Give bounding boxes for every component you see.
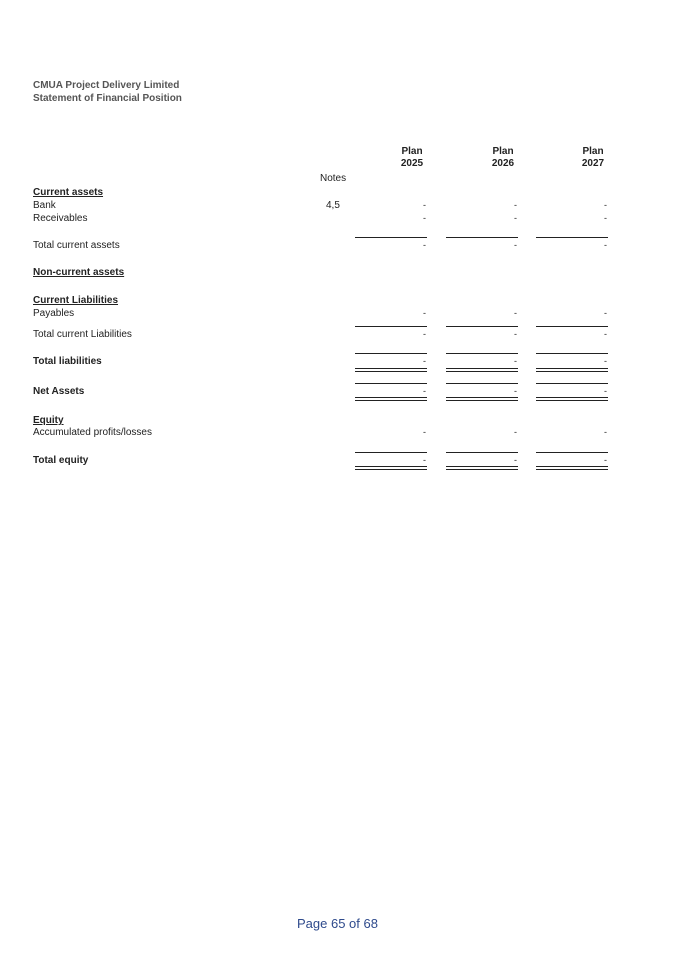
row-label-total-liabilities: Total liabilities [33,356,102,367]
column-header-label: Plan [582,146,604,157]
subtotal-rule [355,237,427,238]
receivables-2025: - [423,213,426,223]
accumulated-profits-2027: - [604,427,607,437]
total-current-liabilities-2026: - [514,329,517,339]
double-rule [536,466,608,467]
total-current-assets-2026: - [514,240,517,250]
double-rule [536,368,608,369]
row-label-total-current-liabilities: Total current Liabilities [33,329,132,340]
column-header-2025 [382,146,442,170]
bank-2025: - [423,200,426,210]
total-current-liabilities-2027: - [604,329,607,339]
total-top-rule [536,383,608,384]
payables-2027: - [604,308,607,318]
double-rule [355,466,427,467]
row-label-net-assets: Net Assets [33,386,85,397]
double-rule [355,371,427,372]
total-current-assets-2027: - [604,240,607,250]
subtotal-rule [536,326,608,327]
receivables-2027: - [604,213,607,223]
company-name: CMUA Project Delivery Limited [33,80,180,91]
bank-2026: - [514,200,517,210]
subtotal-rule [446,326,518,327]
subtotal-rule [536,237,608,238]
double-rule [355,469,427,470]
accumulated-profits-2026: - [514,427,517,437]
double-rule [446,469,518,470]
page-number: Page 65 of 68 [297,916,378,931]
total-liabilities-2026: - [514,356,517,366]
total-top-rule [536,452,608,453]
row-label-total-current-assets: Total current assets [33,240,120,251]
row-label-receivables: Receivables [33,213,88,224]
row-label-accumulated-profits: Accumulated profits/losses [33,427,152,438]
total-current-assets-2025: - [423,240,426,250]
double-rule [446,368,518,369]
net-assets-2025: - [423,386,426,396]
subtotal-rule [355,326,427,327]
double-rule [536,371,608,372]
double-rule [355,397,427,398]
double-rule [355,368,427,369]
total-current-liabilities-2025: - [423,329,426,339]
column-header-2026 [473,146,533,170]
double-rule [446,400,518,401]
bank-note: 4,5 [326,200,340,211]
column-header-year: 2025 [400,158,424,169]
total-top-rule [536,353,608,354]
double-rule [446,466,518,467]
total-equity-2025: - [423,455,426,465]
total-top-rule [446,383,518,384]
column-header-label: Plan [492,146,514,157]
total-equity-2026: - [514,455,517,465]
section-equity: Equity [33,415,64,426]
accumulated-profits-2025: - [423,427,426,437]
total-top-rule [446,353,518,354]
double-rule [446,371,518,372]
payables-2026: - [514,308,517,318]
net-assets-2027: - [604,386,607,396]
double-rule [536,469,608,470]
total-liabilities-2025: - [423,356,426,366]
total-top-rule [446,452,518,453]
total-top-rule [355,452,427,453]
bank-2027: - [604,200,607,210]
total-top-rule [355,353,427,354]
row-label-payables: Payables [33,308,75,319]
total-liabilities-2027: - [604,356,607,366]
double-rule [355,400,427,401]
column-header-year: 2026 [491,158,515,169]
total-top-rule [355,383,427,384]
subtotal-rule [446,237,518,238]
total-equity-2027: - [604,455,607,465]
column-header-2027 [563,146,623,170]
statement-title: Statement of Financial Position [33,93,182,104]
payables-2025: - [423,308,426,318]
net-assets-2026: - [514,386,517,396]
column-header-label: Plan [401,146,423,157]
double-rule [536,400,608,401]
double-rule [536,397,608,398]
section-current-assets: Current assets [33,187,104,198]
column-header-year: 2027 [581,158,605,169]
row-label-total-equity: Total equity [33,455,89,466]
section-non-current-assets: Non-current assets [33,267,125,278]
row-label-bank: Bank [33,200,56,211]
double-rule [446,397,518,398]
notes-header: Notes [320,173,347,184]
receivables-2026: - [514,213,517,223]
section-current-liabilities: Current Liabilities [33,295,119,306]
